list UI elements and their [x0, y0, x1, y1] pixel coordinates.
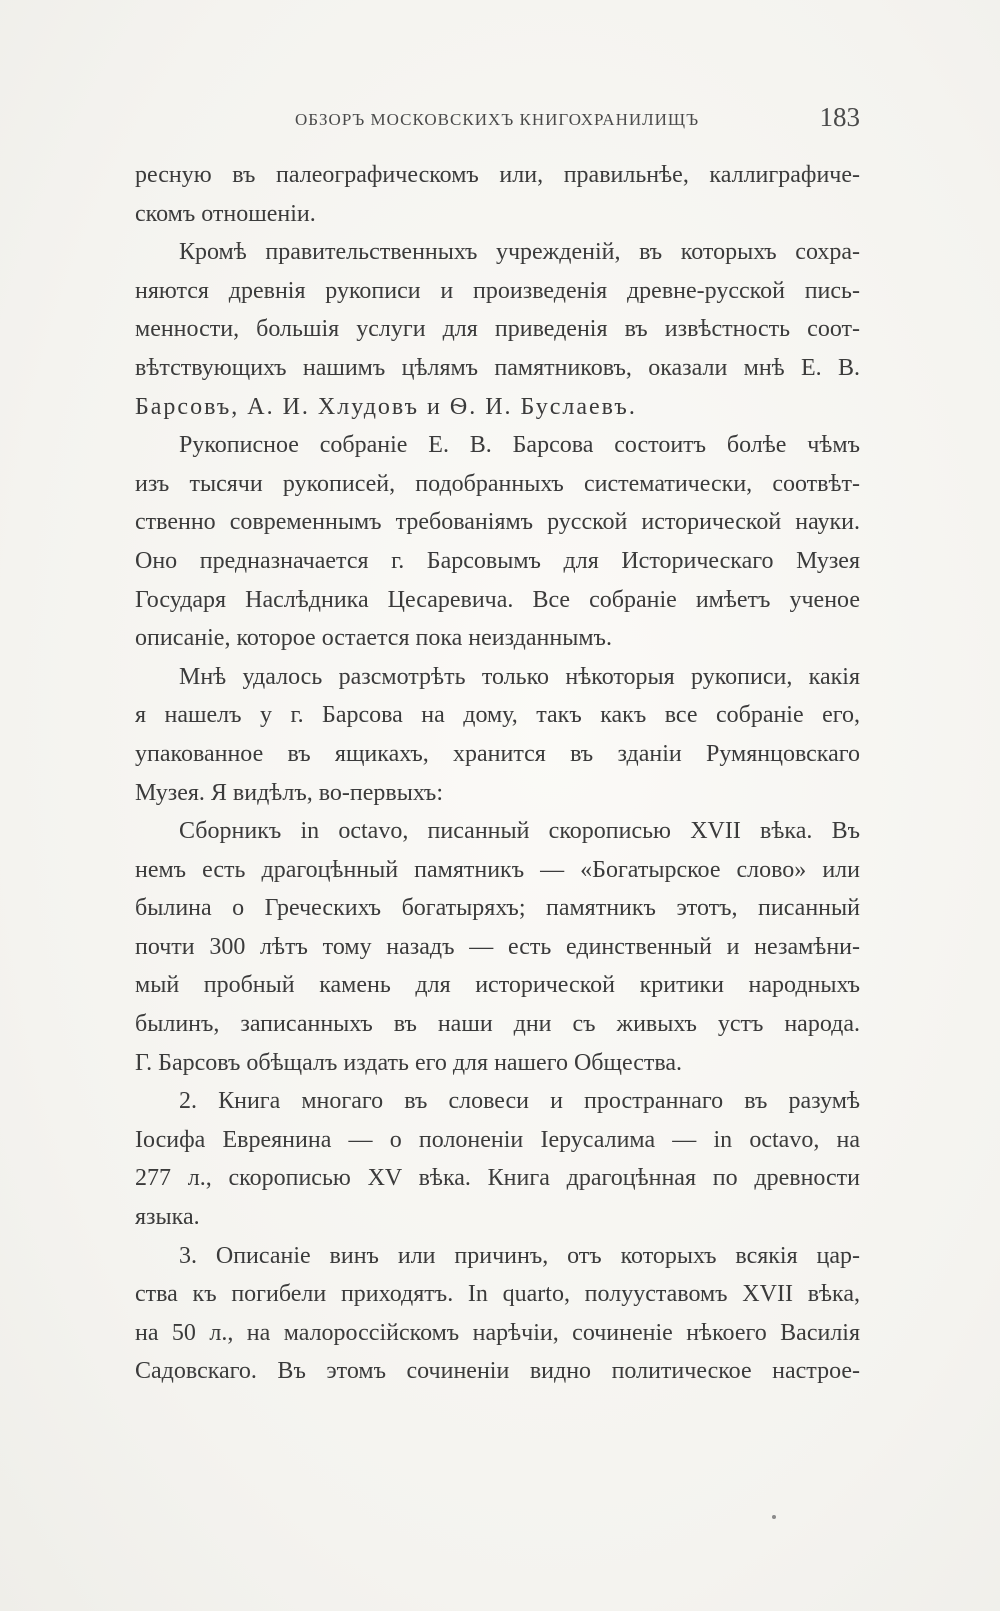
text-line: 3. Описаніе винъ или причинъ, отъ которыхъ всякія цар- [179, 1242, 860, 1269]
text-line: вѣтствующихъ нашимъ цѣлямъ памятниковъ, оказали мнѣ Е. В. [135, 354, 860, 381]
text-line: ства къ погибели приходятъ. In quarto, полууставомъ XVII вѣка, [135, 1281, 860, 1308]
text-line: Сборникъ in octavo, писанный скорописью XVII вѣка. Въ [179, 818, 860, 845]
text-line: я нашелъ у г. Барсова на дому, такъ какъ все собраніе его, [135, 702, 860, 729]
text-line: 277 л., скорописью XV вѣка. Книга драгоцѣнная по древности [135, 1165, 860, 1192]
text-line: менности, большія услуги для приведенія въ извѣстность соот- [135, 316, 860, 343]
running-title: ОБЗОРЪ МОСКОВСКИХЪ КНИГОХРАНИЛИЩЪ [295, 110, 700, 129]
page-number: 183 [819, 102, 860, 132]
text-line: почти 300 лѣтъ тому назадъ — есть единственный и незамѣни- [135, 933, 860, 960]
text-line: изъ тысячи рукописей, подобранныхъ систематически, соотвѣт- [135, 470, 860, 497]
text-line: былинъ, записанныхъ въ наши дни съ живыхъ устъ народа. [135, 1011, 860, 1038]
text-line: Іосифа Евреянина — о полоненіи Іерусалима — in octavo, на [135, 1126, 860, 1153]
body-text [135, 156, 860, 1391]
text-line: Садовскаго. Въ этомъ сочиненіи видно политическое настрое- [135, 1358, 860, 1385]
text-line: Рукописное собраніе Е. В. Барсова состоитъ болѣе чѣмъ [179, 432, 860, 459]
text-line: Государя Наслѣдника Цесаревича. Все собраніе имѣетъ ученое [135, 586, 860, 613]
text-line: на 50 л., на малороссійскомъ нарѣчіи, сочиненіе нѣкоего Василія [135, 1319, 860, 1346]
running-head [135, 102, 860, 142]
paper-speck [772, 1515, 776, 1519]
text-line: Мнѣ удалось разсмотрѣть только нѣкоторыя рукописи, какія [179, 663, 860, 690]
text-line: немъ есть драгоцѣнный памятникъ — «Богатырское слово» или [135, 856, 860, 883]
text-line: Кромѣ правительственныхъ учрежденій, въ которыхъ сохра- [179, 239, 860, 266]
text-line: Оно предназначается г. Барсовымъ для Историческаго Музея [135, 547, 860, 574]
text-line: языка. [135, 1204, 200, 1231]
text-line: Г. Барсовъ обѣщалъ издать его для нашего Общества. [135, 1049, 683, 1076]
text-line: няются древнія рукописи и произведенія древне-русской пись- [135, 277, 860, 304]
text-line: Барсовъ, А. И. Хлудовъ и Ѳ. И. Буслаевъ. [135, 393, 637, 420]
text-line: скомъ отношеніи. [135, 200, 316, 227]
text-line: 2. Книга многаго въ словеси и пространнаго въ разумѣ [179, 1088, 860, 1115]
text-line: мый пробный камень для исторической критики народныхъ [135, 972, 860, 999]
text-line: упакованное въ ящикахъ, хранится въ зданіи Румянцовскаго [135, 740, 860, 767]
text-line: былина о Греческихъ богатыряхъ; памятникъ этотъ, писанный [135, 895, 860, 922]
text-line: ственно современнымъ требованіямъ русской исторической науки. [135, 509, 860, 536]
text-line: ресную въ палеографическомъ или, правильнѣе, каллиграфиче- [135, 162, 860, 188]
text-line: описаніе, которое остается пока неизданнымъ. [135, 625, 612, 652]
text-line: Музея. Я видѣлъ, во-первыхъ: [135, 779, 444, 806]
